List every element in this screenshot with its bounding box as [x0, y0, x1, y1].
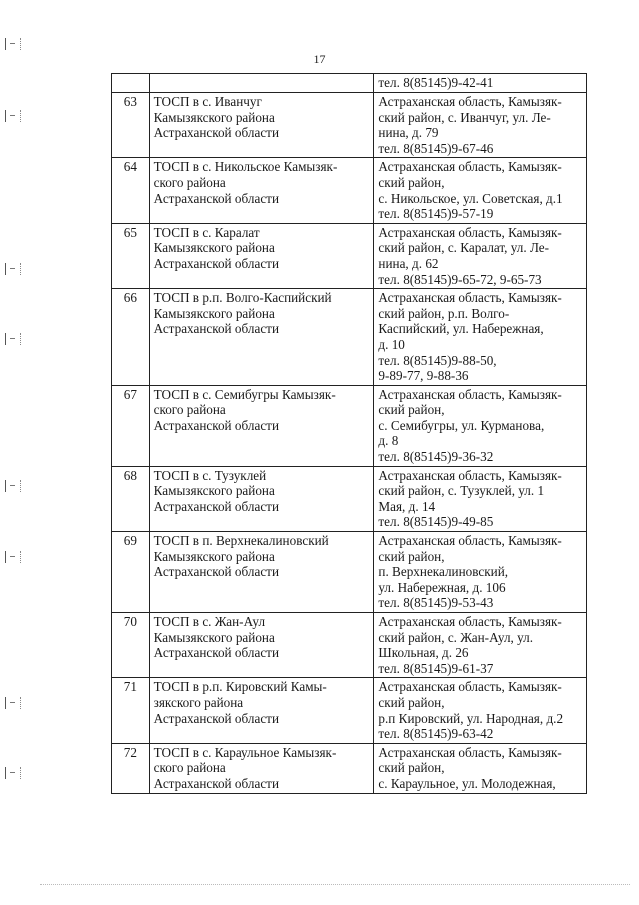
row-number-cell: 64 — [112, 158, 150, 223]
office-address-cell: Астраханская область, Камызяк- ский район, с. Жан-Аул, ул. Школьная, д. 26 тел. 8(85145)9-61-37 — [374, 613, 587, 678]
office-name-cell: ТОСП в п. Верхнекалиновский Камызякского района Астраханской области — [149, 532, 374, 613]
office-address-cell: Астраханская область, Камызяк- ский район, п. Верхнекалиновский, ул. Набережная, д. 106 тел. 8(85145)9-53-43 — [374, 532, 587, 613]
office-address-cell: Астраханская область, Камызяк- ский район, р.п. Волго- Каспийский, ул. Набережная, д. 10 тел. 8(85145)9-88-50, 9-89-77, 9-88-36 — [374, 289, 587, 386]
office-name-cell: ТОСП в с. Семибугры Камызяк- ского района Астраханской области — [149, 385, 374, 466]
office-name-cell: ТОСП в с. Караульное Камызяк- ского района Астраханской области — [149, 743, 374, 793]
table-row — [112, 466, 587, 531]
row-number-cell: 72 — [112, 743, 150, 793]
binder-mark — [5, 697, 21, 709]
table-row — [112, 158, 587, 223]
binder-mark — [5, 38, 21, 50]
binder-mark — [5, 110, 21, 122]
binder-mark — [5, 480, 21, 492]
table-row — [112, 289, 587, 386]
table-row — [112, 74, 587, 93]
binder-mark — [5, 333, 21, 345]
office-name-cell: ТОСП в с. Тузуклей Камызякского района Астраханской области — [149, 466, 374, 531]
offices-table — [111, 73, 587, 794]
office-address-cell: Астраханская область, Камызяк- ский район, с. Никольское, ул. Советская, д.1 тел. 8(85145)9-57-19 — [374, 158, 587, 223]
office-address-cell: Астраханская область, Камызяк- ский район, с. Семибугры, ул. Курманова, д. 8 тел. 8(85145)9-36-32 — [374, 385, 587, 466]
office-name-cell: ТОСП в р.п. Кировский Камы- зякского района Астраханской области — [149, 678, 374, 743]
office-address-cell: Астраханская область, Камызяк- ский район, с. Каралат, ул. Ле- нина, д. 62 тел. 8(85145)9-65-72, 9-65-73 — [374, 223, 587, 288]
page-number: 17 — [313, 52, 326, 66]
table-row — [112, 93, 587, 158]
office-address-cell: Астраханская область, Камызяк- ский район, с. Караульное, ул. Молодежная, — [374, 743, 587, 793]
binder-hole-marks — [0, 0, 30, 905]
office-name-cell: ТОСП в с. Иванчуг Камызякского района Астраханской области — [149, 93, 374, 158]
office-name-cell: ТОСП в с. Никольское Камызяк- ского района Астраханской области — [149, 158, 374, 223]
table-row — [112, 678, 587, 743]
office-address-cell: Астраханская область, Камызяк- ский район, с. Тузуклей, ул. 1 Мая, д. 14 тел. 8(85145)9-49-85 — [374, 466, 587, 531]
table-row — [112, 613, 587, 678]
office-address-cell: тел. 8(85145)9-42-41 — [374, 74, 587, 93]
office-address-cell: Астраханская область, Камызяк- ский район, р.п Кировский, ул. Народная, д.2 тел. 8(85145)9-63-42 — [374, 678, 587, 743]
row-number-cell: 66 — [112, 289, 150, 386]
table-row — [112, 532, 587, 613]
office-name-cell: ТОСП в р.п. Волго-Каспийский Камызякского района Астраханской области — [149, 289, 374, 386]
table-row — [112, 385, 587, 466]
office-name-cell — [149, 74, 374, 93]
row-number-cell — [112, 74, 150, 93]
office-name-cell: ТОСП в с. Жан-Аул Камызякского района Астраханской области — [149, 613, 374, 678]
row-number-cell: 71 — [112, 678, 150, 743]
row-number-cell: 63 — [112, 93, 150, 158]
binder-mark — [5, 767, 21, 779]
office-address-cell: Астраханская область, Камызяк- ский район, с. Иванчуг, ул. Ле- нина, д. 79 тел. 8(85145)9-67-46 — [374, 93, 587, 158]
table-row — [112, 743, 587, 793]
binder-mark — [5, 263, 21, 275]
office-name-cell: ТОСП в с. Каралат Камызякского района Астраханской области — [149, 223, 374, 288]
table-row — [112, 223, 587, 288]
row-number-cell: 69 — [112, 532, 150, 613]
row-number-cell: 67 — [112, 385, 150, 466]
binder-mark — [5, 551, 21, 563]
scan-edge-line — [40, 884, 630, 885]
row-number-cell: 70 — [112, 613, 150, 678]
row-number-cell: 65 — [112, 223, 150, 288]
row-number-cell: 68 — [112, 466, 150, 531]
